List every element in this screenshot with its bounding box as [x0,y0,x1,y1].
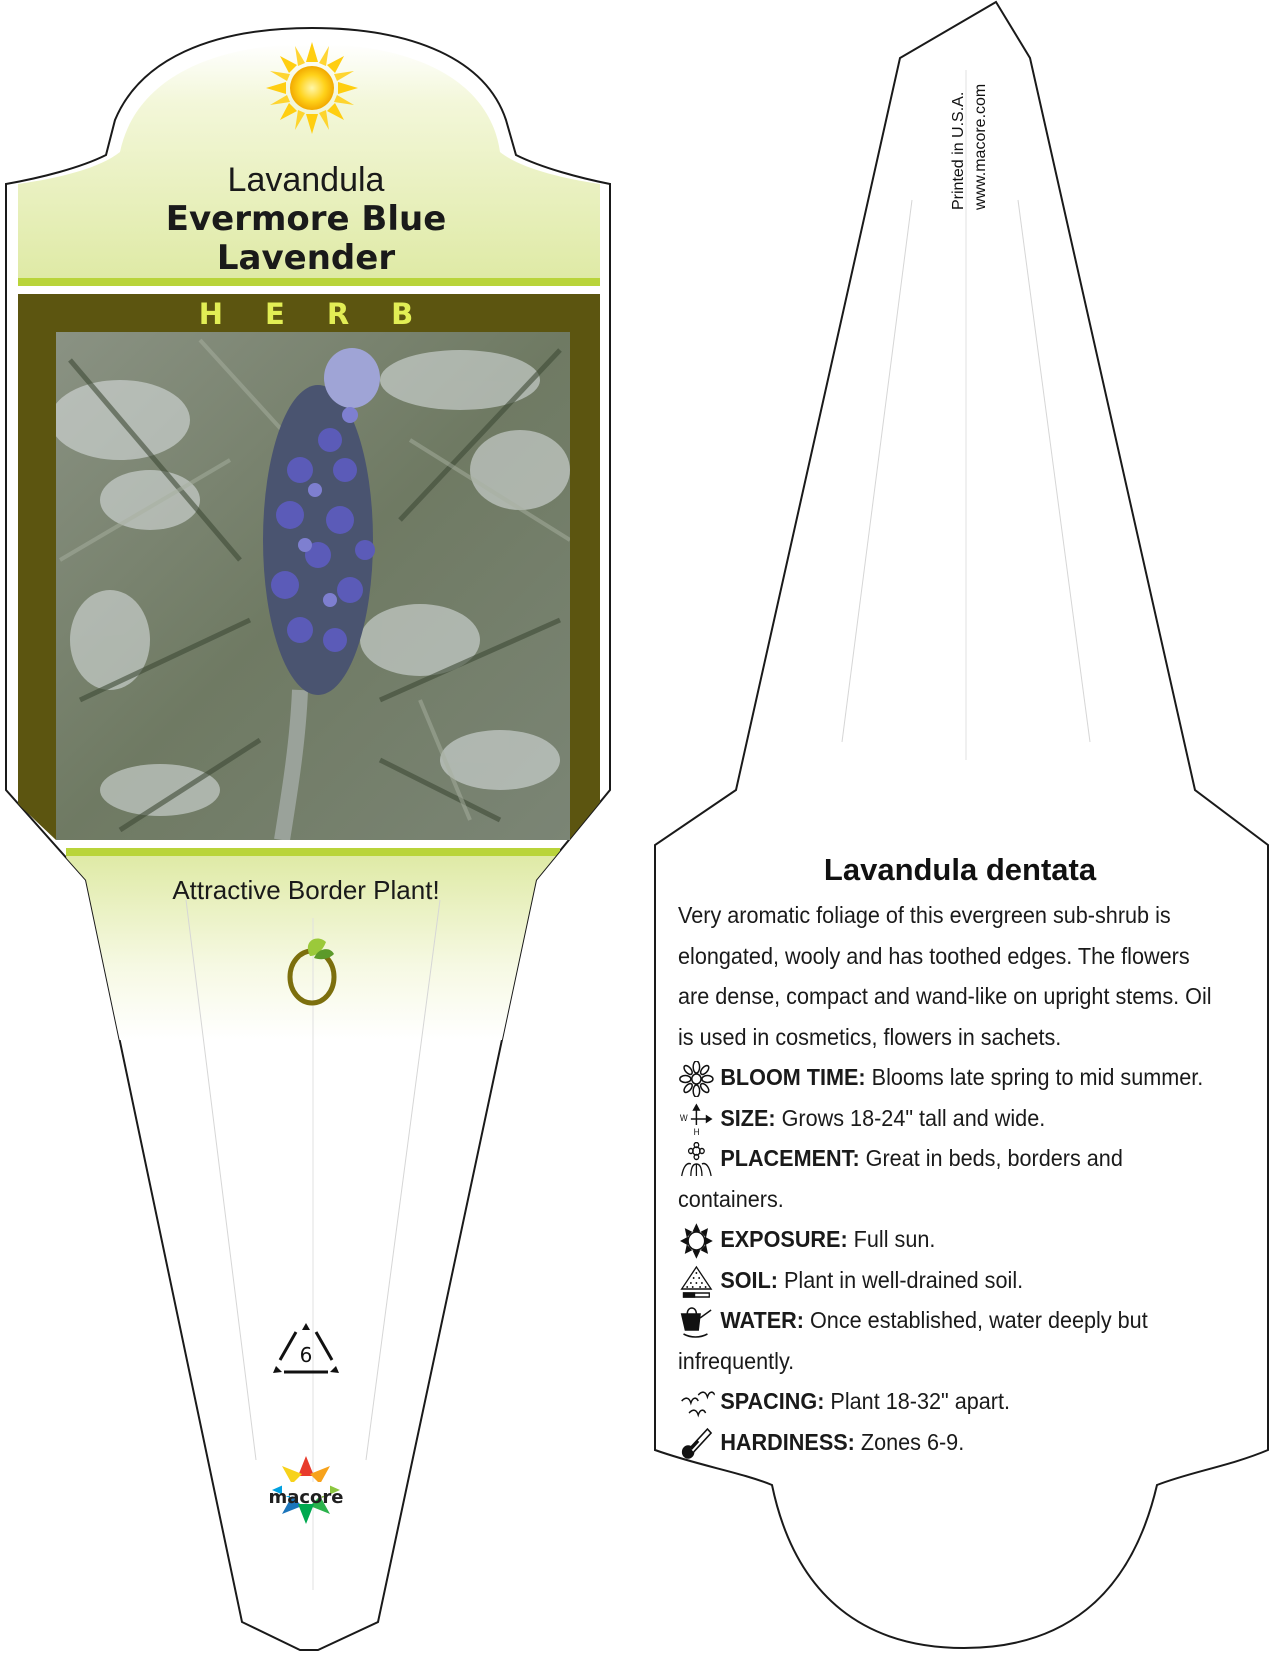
attr-size [678,1098,1212,1139]
common-name-line-2: Lavender [216,238,396,278]
plant-genus: Lavandula [227,161,385,199]
spacing-label: SPACING: [720,1388,825,1414]
placement-icon [678,1142,715,1178]
hardiness-value: Zones 6-9. [860,1428,965,1455]
water-label: WATER: [720,1307,804,1333]
exposure-value: Full sun. [853,1226,936,1252]
placement-value: Great in beds, borders and containers. [678,1145,1123,1212]
soil-value: Plant in well-drained soil. [783,1266,1024,1293]
common-name-line-1: Evermore Blue [165,199,447,239]
attr-bloom-time [678,1057,1212,1098]
brand-name: macore [268,1487,344,1508]
water-value: Once established, water deeply but infrequently. [678,1307,1148,1374]
spacing-icon [678,1385,715,1421]
soil-icon [678,1263,715,1299]
printer-info [948,52,1008,212]
size-label: SIZE: [720,1104,776,1131]
attr-hardiness [678,1422,1212,1463]
printed-in-label: Printed in U.S.A. [950,91,967,210]
exposure-sun-icon [678,1223,715,1259]
recycle-code: 6 [299,1343,313,1367]
care-info [678,895,1212,1462]
spacing-value: Plant 18-32" apart. [830,1388,1010,1414]
tagline: Attractive Border Plant! [172,875,440,905]
thermometer-icon [678,1425,715,1461]
bloom-time-value: Blooms late spring to mid summer. [871,1064,1204,1090]
svg-text:H: H [693,1126,700,1138]
attr-water [678,1300,1212,1381]
description: Very aromatic foliage of this evergreen sub-shrub is elongated, wooly and has toothed edges. The flowers are dense, compact and wand-like on upright stems. Oil is used in cosmetics, flowers in sachets. [678,902,1212,1050]
plant-category: HERB [198,297,456,331]
svg-text:W: W [679,1112,688,1124]
soil-label: SOIL: [720,1266,778,1293]
plant-common-name [0,200,612,278]
attr-spacing [678,1381,1212,1422]
watering-can-icon [678,1304,715,1340]
attr-placement [678,1138,1212,1219]
size-value: Grows 18-24" tall and wide. [781,1104,1046,1131]
size-icon [678,1101,715,1137]
plant-photo [50,332,570,840]
species-name: Lavandula dentata [823,852,1097,887]
flower-icon [678,1061,715,1097]
website-link[interactable]: www.macore.com [972,83,989,210]
exposure-label: EXPOSURE: [720,1226,848,1252]
bloom-time-label: BLOOM TIME: [720,1064,866,1090]
attr-soil [678,1260,1212,1301]
placement-label: PLACEMENT: [720,1145,860,1171]
attr-exposure [678,1219,1212,1260]
hardiness-label: HARDINESS: [720,1428,855,1455]
